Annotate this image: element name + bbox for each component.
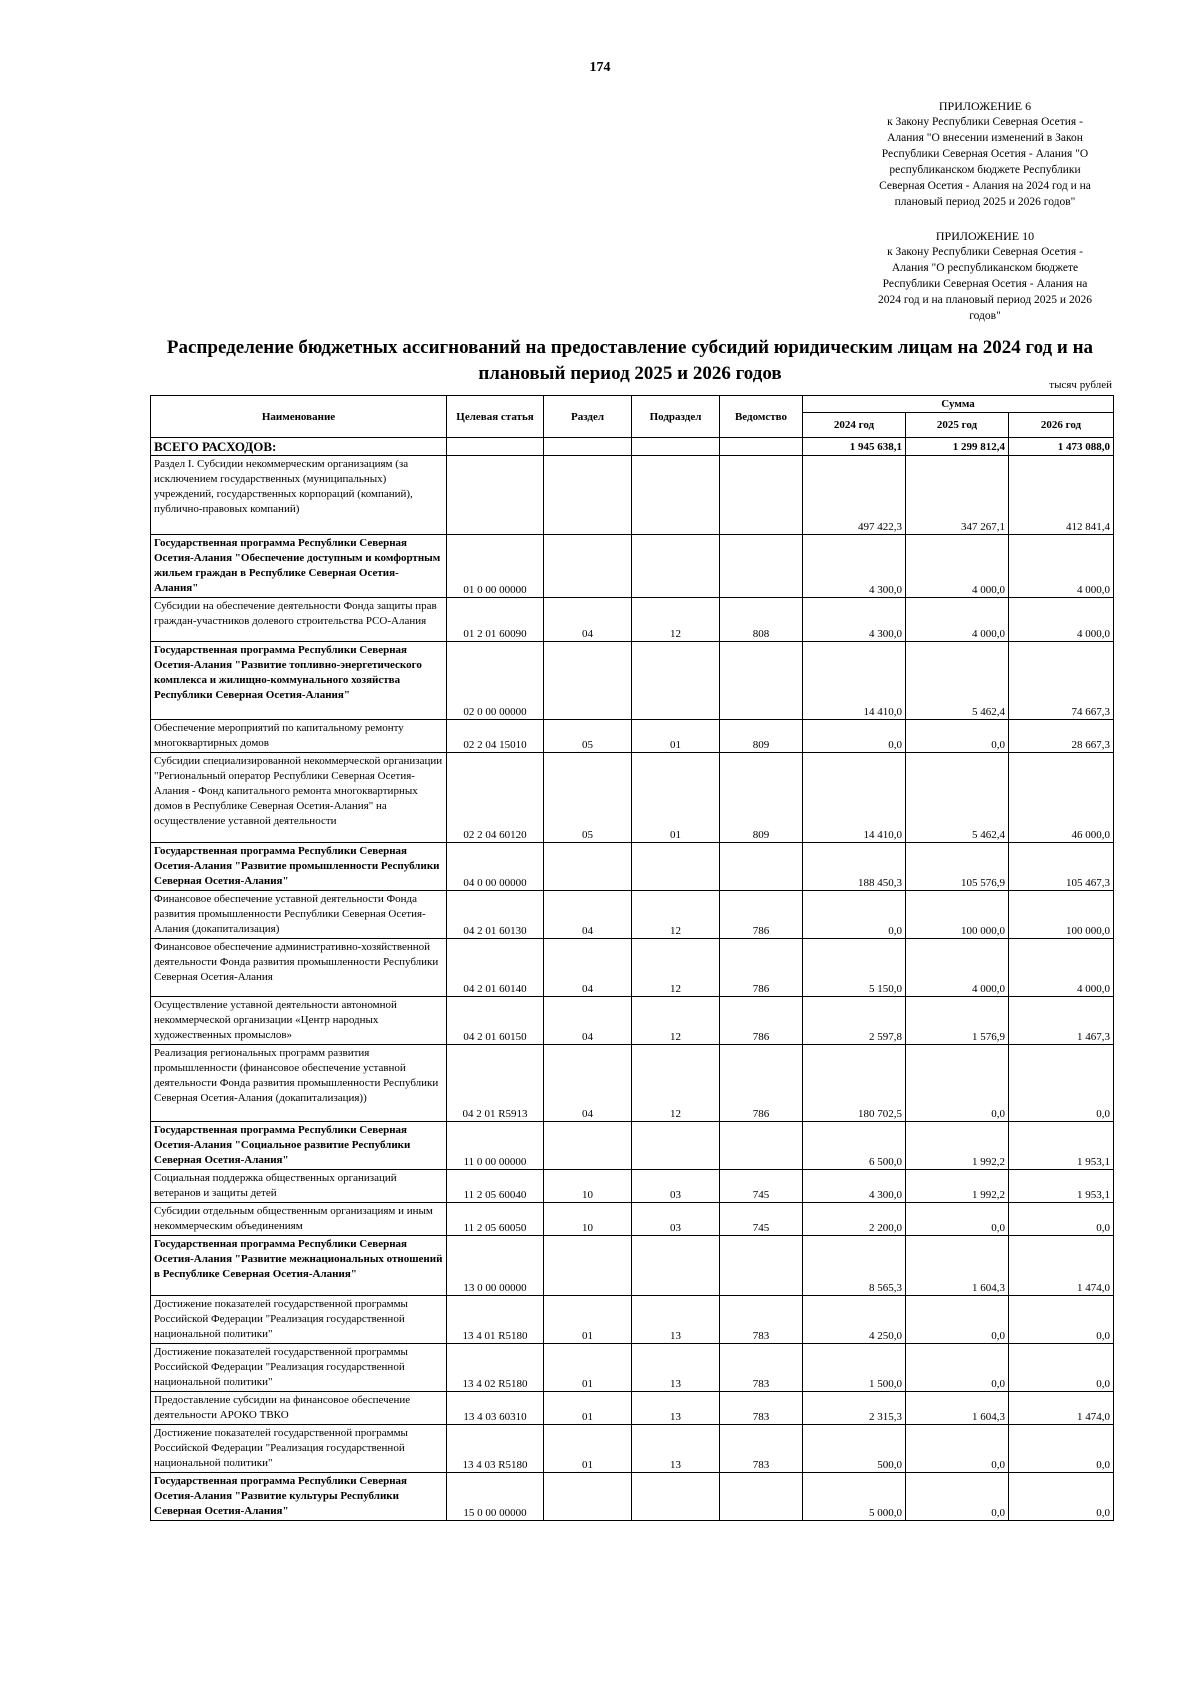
row-amount-2024: 4 250,0 xyxy=(803,1296,906,1344)
row-subsection: 03 xyxy=(632,1170,720,1203)
row-target-article: 04 2 01 60150 xyxy=(447,997,544,1045)
row-name: Государственная программа Республики Северная Осетия-Алания "Обеспечение доступным и комфортным жильем граждан в Республике Северная Осетия-Алания" xyxy=(151,535,447,598)
row-section: 01 xyxy=(544,1425,632,1473)
row-subsection: 03 xyxy=(632,1203,720,1236)
header-subsection: Подраздел xyxy=(632,396,720,438)
row-name: Субсидии отдельным общественным организациям и иным некоммерческим объединениям xyxy=(151,1203,447,1236)
row-amount-2026: 0,0 xyxy=(1009,1473,1114,1521)
annex-6-line: Республики Северная Осетия - Алания "О xyxy=(881,148,1089,160)
row-subsection xyxy=(632,1473,720,1521)
row-amount-2024: 2 200,0 xyxy=(803,1203,906,1236)
row-amount-2024: 4 300,0 xyxy=(803,1170,906,1203)
row-target-article: 01 2 01 60090 xyxy=(447,598,544,642)
row-subsection: 13 xyxy=(632,1392,720,1425)
row-amount-2026: 4 000,0 xyxy=(1009,939,1114,997)
row-target-article: 11 0 00 00000 xyxy=(447,1122,544,1170)
annex-6-line: к Закону Республики Северная Осетия - xyxy=(887,116,1083,128)
row-amount-2026: 0,0 xyxy=(1009,1425,1114,1473)
annex-10-line: годов" xyxy=(969,310,1001,322)
row-amount-2024: 0,0 xyxy=(803,891,906,939)
row-subsection xyxy=(632,642,720,720)
row-subsection xyxy=(632,535,720,598)
row-amount-2025: 0,0 xyxy=(906,1296,1009,1344)
table-row xyxy=(151,939,1114,997)
table-row xyxy=(151,843,1114,891)
row-subsection: 12 xyxy=(632,598,720,642)
row-amount-2025: 0,0 xyxy=(906,1344,1009,1392)
row-department: 809 xyxy=(720,753,803,843)
row-name: Финансовое обеспечение уставной деятельности Фонда развития промышленности Республики Северная Осетия-Алания (докапитализация) xyxy=(151,891,447,939)
row-amount-2024: 4 300,0 xyxy=(803,535,906,598)
row-amount-2026: 0,0 xyxy=(1009,1045,1114,1122)
header-target: Целевая статья xyxy=(447,396,544,438)
budget-table xyxy=(150,395,1114,1521)
table-row xyxy=(151,1473,1114,1521)
row-target-article xyxy=(447,438,544,456)
row-target-article: 01 0 00 00000 xyxy=(447,535,544,598)
row-amount-2025: 5 462,4 xyxy=(906,642,1009,720)
table-row xyxy=(151,535,1114,598)
row-department: 745 xyxy=(720,1203,803,1236)
row-amount-2024: 1 500,0 xyxy=(803,1344,906,1392)
row-amount-2026: 0,0 xyxy=(1009,1344,1114,1392)
row-subsection: 13 xyxy=(632,1425,720,1473)
row-name: Государственная программа Республики Северная Осетия-Алания "Развитие топливно-энергетического комплекса и жилищно-коммунального хозяйства Республики Северная Осетия-Алания" xyxy=(151,642,447,720)
row-amount-2024: 4 300,0 xyxy=(803,598,906,642)
table-row xyxy=(151,1344,1114,1392)
row-department xyxy=(720,642,803,720)
row-name: Реализация региональных программ развития промышленности (финансовое обеспечение уставной деятельности Фонда развития промышленности Республики Северная Осетия-Алания (докапитализация)) xyxy=(151,1045,447,1122)
annex-10-line: Республики Северная Осетия - Алания на xyxy=(882,278,1088,290)
row-section: 04 xyxy=(544,939,632,997)
row-department: 786 xyxy=(720,891,803,939)
table-row xyxy=(151,1170,1114,1203)
row-name: Осуществление уставной деятельности автономной некоммерческой организации «Центр народных художественных промыслов» xyxy=(151,997,447,1045)
row-target-article: 11 2 05 60050 xyxy=(447,1203,544,1236)
row-department: 783 xyxy=(720,1296,803,1344)
row-target-article: 02 2 04 15010 xyxy=(447,720,544,753)
row-amount-2024: 5 150,0 xyxy=(803,939,906,997)
row-department: 808 xyxy=(720,598,803,642)
row-subsection: 12 xyxy=(632,1045,720,1122)
table-row xyxy=(151,1425,1114,1473)
row-amount-2024: 180 702,5 xyxy=(803,1045,906,1122)
document-title xyxy=(150,335,1110,387)
row-amount-2024: 497 422,3 xyxy=(803,456,906,535)
row-department xyxy=(720,438,803,456)
row-amount-2026: 4 000,0 xyxy=(1009,535,1114,598)
row-department xyxy=(720,1122,803,1170)
row-section: 04 xyxy=(544,891,632,939)
row-section xyxy=(544,438,632,456)
row-subsection: 01 xyxy=(632,753,720,843)
table-row xyxy=(151,598,1114,642)
row-name: Достижение показателей государственной программы Российской Федерации "Реализация государственной национальной политики" xyxy=(151,1425,447,1473)
row-amount-2025: 1 299 812,4 xyxy=(906,438,1009,456)
row-amount-2025: 1 576,9 xyxy=(906,997,1009,1045)
header-section: Раздел xyxy=(544,396,632,438)
row-amount-2024: 14 410,0 xyxy=(803,642,906,720)
row-amount-2025: 4 000,0 xyxy=(906,598,1009,642)
row-department: 745 xyxy=(720,1170,803,1203)
header-name: Наименование xyxy=(151,396,447,438)
document-title-line: Распределение бюджетных ассигнований на предоставление субсидий юридическим лицам на 2024 год и на xyxy=(166,337,1094,358)
row-name: Государственная программа Республики Северная Осетия-Алания "Социальное развитие Республики Северная Осетия-Алания" xyxy=(151,1122,447,1170)
row-name: Социальная поддержка общественных организаций ветеранов и защиты детей xyxy=(151,1170,447,1203)
row-department xyxy=(720,1473,803,1521)
annex-10-line: Алания "О республиканском бюджете xyxy=(891,262,1079,274)
row-section xyxy=(544,843,632,891)
row-amount-2025: 0,0 xyxy=(906,1203,1009,1236)
table-row xyxy=(151,1045,1114,1122)
header-sum: Сумма xyxy=(803,396,1114,413)
row-subsection xyxy=(632,438,720,456)
row-name: Государственная программа Республики Северная Осетия-Алания "Развитие культуры Республики Северная Осетия-Алания" xyxy=(151,1473,447,1521)
row-amount-2026: 74 667,3 xyxy=(1009,642,1114,720)
row-section: 10 xyxy=(544,1203,632,1236)
table-row xyxy=(151,456,1114,535)
row-subsection xyxy=(632,843,720,891)
row-name: Финансовое обеспечение административно-хозяйственной деятельности Фонда развития промышленности Республики Северная Осетия-Алания xyxy=(151,939,447,997)
row-amount-2024: 188 450,3 xyxy=(803,843,906,891)
row-name: Государственная программа Республики Северная Осетия-Алания "Развитие промышленности Республики Северная Осетия-Алания" xyxy=(151,843,447,891)
row-section xyxy=(544,1122,632,1170)
row-name: Достижение показателей государственной программы Российской Федерации "Реализация государственной национальной политики" xyxy=(151,1344,447,1392)
row-section: 01 xyxy=(544,1392,632,1425)
annex-10-line: 2024 год и на плановый период 2025 и 2026 xyxy=(878,294,1092,306)
row-section xyxy=(544,642,632,720)
row-department xyxy=(720,456,803,535)
row-target-article: 13 4 01 R5180 xyxy=(447,1296,544,1344)
row-section: 01 xyxy=(544,1296,632,1344)
row-subsection: 12 xyxy=(632,891,720,939)
table-row xyxy=(151,1392,1114,1425)
header-year-2026: 2026 год xyxy=(1009,413,1114,438)
row-department xyxy=(720,535,803,598)
row-section: 05 xyxy=(544,720,632,753)
row-target-article: 04 2 01 60130 xyxy=(447,891,544,939)
row-amount-2026: 1 467,3 xyxy=(1009,997,1114,1045)
row-target-article: 02 0 00 00000 xyxy=(447,642,544,720)
row-section: 04 xyxy=(544,598,632,642)
row-amount-2025: 5 462,4 xyxy=(906,753,1009,843)
row-amount-2025: 105 576,9 xyxy=(906,843,1009,891)
row-amount-2025: 0,0 xyxy=(906,720,1009,753)
header-year-2024: 2024 год xyxy=(803,413,906,438)
row-target-article: 11 2 05 60040 xyxy=(447,1170,544,1203)
row-amount-2026: 28 667,3 xyxy=(1009,720,1114,753)
table-row xyxy=(151,891,1114,939)
row-section xyxy=(544,1473,632,1521)
row-amount-2025: 347 267,1 xyxy=(906,456,1009,535)
row-section: 10 xyxy=(544,1170,632,1203)
annex-6-line: республиканском бюджете Республики xyxy=(889,164,1081,176)
row-target-article xyxy=(447,456,544,535)
table-row xyxy=(151,997,1114,1045)
row-amount-2026: 105 467,3 xyxy=(1009,843,1114,891)
row-amount-2025: 1 604,3 xyxy=(906,1236,1009,1296)
row-target-article: 13 4 02 R5180 xyxy=(447,1344,544,1392)
row-amount-2024: 500,0 xyxy=(803,1425,906,1473)
row-amount-2025: 1 604,3 xyxy=(906,1392,1009,1425)
row-amount-2026: 1 474,0 xyxy=(1009,1236,1114,1296)
row-target-article: 13 4 03 R5180 xyxy=(447,1425,544,1473)
row-target-article: 04 2 01 60140 xyxy=(447,939,544,997)
row-subsection: 12 xyxy=(632,997,720,1045)
table-row xyxy=(151,438,1114,456)
row-target-article: 13 0 00 00000 xyxy=(447,1236,544,1296)
row-amount-2025: 0,0 xyxy=(906,1425,1009,1473)
row-amount-2026: 46 000,0 xyxy=(1009,753,1114,843)
row-amount-2025: 1 992,2 xyxy=(906,1122,1009,1170)
row-name: Раздел I. Субсидии некоммерческим организациям (за исключением государственных (муниципальных) учреждений, государственных корпораций (компаний), публично-правовых компаний) xyxy=(151,456,447,535)
table-row xyxy=(151,1122,1114,1170)
page-number: 174 xyxy=(589,60,611,75)
table-row xyxy=(151,1296,1114,1344)
row-section: 01 xyxy=(544,1344,632,1392)
row-section: 05 xyxy=(544,753,632,843)
row-amount-2024: 6 500,0 xyxy=(803,1122,906,1170)
table-header xyxy=(151,396,1114,438)
row-amount-2024: 0,0 xyxy=(803,720,906,753)
units-label: тысяч рублей xyxy=(1049,379,1112,391)
table-row xyxy=(151,720,1114,753)
row-subsection xyxy=(632,1236,720,1296)
row-department: 786 xyxy=(720,939,803,997)
row-name: ВСЕГО РАСХОДОВ: xyxy=(151,438,447,456)
header-department: Ведомство xyxy=(720,396,803,438)
row-amount-2024: 1 945 638,1 xyxy=(803,438,906,456)
row-amount-2026: 0,0 xyxy=(1009,1203,1114,1236)
row-name: Субсидии на обеспечение деятельности Фонда защиты прав граждан-участников долевого строительства РСО-Алания xyxy=(151,598,447,642)
row-section: 04 xyxy=(544,997,632,1045)
row-amount-2026: 412 841,4 xyxy=(1009,456,1114,535)
row-amount-2026: 1 474,0 xyxy=(1009,1392,1114,1425)
row-department xyxy=(720,1236,803,1296)
row-name: Предоставление субсидии на финансовое обеспечение деятельности АРОКО ТВКО xyxy=(151,1392,447,1425)
row-name: Достижение показателей государственной программы Российской Федерации "Реализация государственной национальной политики" xyxy=(151,1296,447,1344)
annex-10-title: ПРИЛОЖЕНИЕ 10 xyxy=(935,229,1035,243)
row-subsection xyxy=(632,456,720,535)
row-amount-2025: 0,0 xyxy=(906,1473,1009,1521)
row-amount-2024: 14 410,0 xyxy=(803,753,906,843)
annex-10-block xyxy=(855,228,1115,324)
row-department: 809 xyxy=(720,720,803,753)
row-subsection: 01 xyxy=(632,720,720,753)
table-body xyxy=(151,438,1114,1521)
row-amount-2024: 2 315,3 xyxy=(803,1392,906,1425)
row-amount-2026: 1 953,1 xyxy=(1009,1170,1114,1203)
row-subsection xyxy=(632,1122,720,1170)
row-target-article: 04 0 00 00000 xyxy=(447,843,544,891)
row-department xyxy=(720,843,803,891)
row-amount-2025: 0,0 xyxy=(906,1045,1009,1122)
row-amount-2026: 1 473 088,0 xyxy=(1009,438,1114,456)
row-subsection: 13 xyxy=(632,1344,720,1392)
row-target-article: 04 2 01 R5913 xyxy=(447,1045,544,1122)
row-target-article: 13 4 03 60310 xyxy=(447,1392,544,1425)
row-amount-2026: 100 000,0 xyxy=(1009,891,1114,939)
document-title-line: плановый период 2025 и 2026 годов xyxy=(478,363,782,384)
row-department: 786 xyxy=(720,997,803,1045)
row-name: Государственная программа Республики Северная Осетия-Алания "Развитие межнациональных отношений в Республике Северная Осетия-Алания" xyxy=(151,1236,447,1296)
row-department: 783 xyxy=(720,1425,803,1473)
table-row xyxy=(151,1236,1114,1296)
row-subsection: 12 xyxy=(632,939,720,997)
row-amount-2026: 4 000,0 xyxy=(1009,598,1114,642)
row-amount-2024: 5 000,0 xyxy=(803,1473,906,1521)
table-row xyxy=(151,1203,1114,1236)
row-department: 783 xyxy=(720,1344,803,1392)
row-name: Субсидии специализированной некоммерческой организации "Региональный оператор Республики Северная Осетия-Алания - Фонд капитального ремонта многоквартирных домов в Республике Северная Осетия-Алания" на осуществление уставной деятельности xyxy=(151,753,447,843)
annex-6-line: плановый период 2025 и 2026 годов" xyxy=(894,196,1076,208)
row-department: 786 xyxy=(720,1045,803,1122)
header-year-2025: 2025 год xyxy=(906,413,1009,438)
row-name: Обеспечение мероприятий по капитальному ремонту многоквартирных домов xyxy=(151,720,447,753)
row-amount-2026: 0,0 xyxy=(1009,1296,1114,1344)
annex-6-title: ПРИЛОЖЕНИЕ 6 xyxy=(938,99,1032,113)
row-amount-2024: 2 597,8 xyxy=(803,997,906,1045)
annex-6-line: Северная Осетия - Алания на 2024 год и на xyxy=(879,180,1091,192)
row-amount-2025: 100 000,0 xyxy=(906,891,1009,939)
row-section xyxy=(544,1236,632,1296)
row-amount-2025: 4 000,0 xyxy=(906,939,1009,997)
row-subsection: 13 xyxy=(632,1296,720,1344)
row-department: 783 xyxy=(720,1392,803,1425)
row-section: 04 xyxy=(544,1045,632,1122)
annex-6-block xyxy=(855,98,1115,210)
table-row xyxy=(151,642,1114,720)
annex-10-line: к Закону Республики Северная Осетия - xyxy=(887,246,1083,258)
row-amount-2025: 4 000,0 xyxy=(906,535,1009,598)
annex-6-line: Алания "О внесении изменений в Закон xyxy=(887,132,1083,144)
row-target-article: 02 2 04 60120 xyxy=(447,753,544,843)
row-target-article: 15 0 00 00000 xyxy=(447,1473,544,1521)
row-amount-2026: 1 953,1 xyxy=(1009,1122,1114,1170)
row-amount-2025: 1 992,2 xyxy=(906,1170,1009,1203)
row-section xyxy=(544,456,632,535)
row-section xyxy=(544,535,632,598)
row-amount-2024: 8 565,3 xyxy=(803,1236,906,1296)
table-row xyxy=(151,753,1114,843)
